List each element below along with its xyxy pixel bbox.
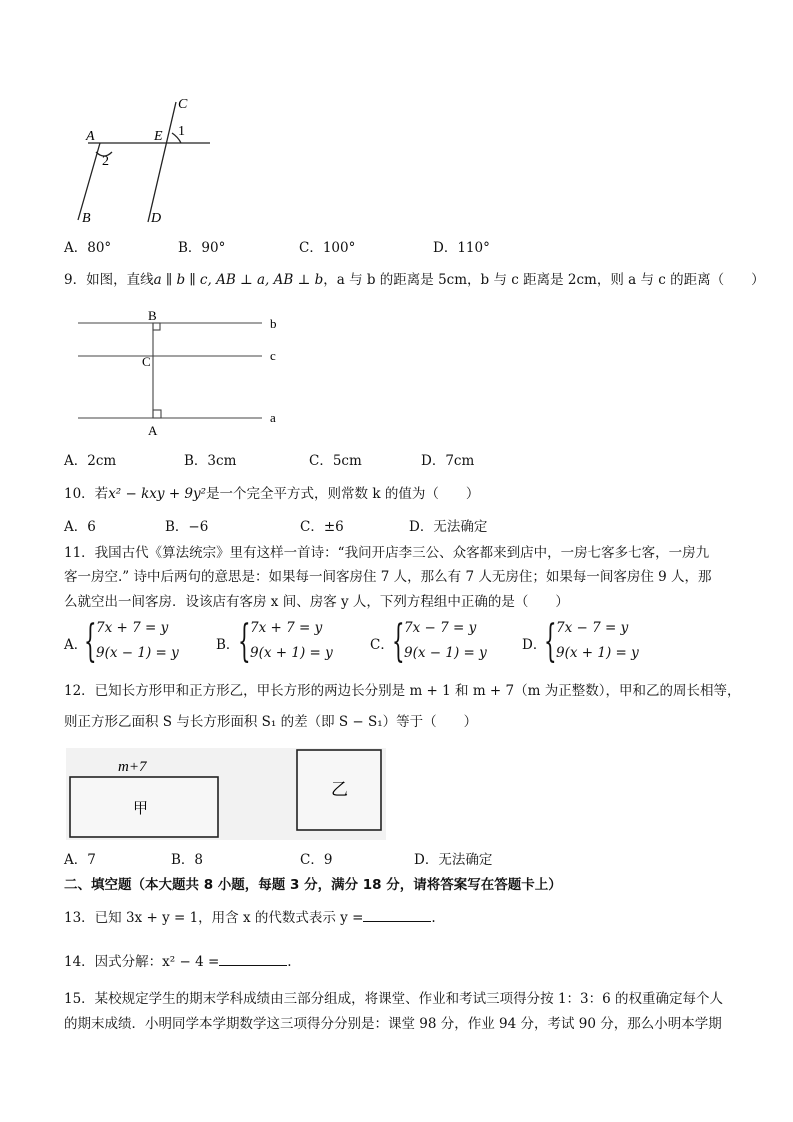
q9-label-b-line: b xyxy=(270,316,277,331)
q10-stem-prefix: 10．若 xyxy=(64,486,109,502)
q12-option-c: C．9 xyxy=(300,852,333,868)
q11-eq2: 9(x − 1) = y xyxy=(96,645,179,661)
q11-eq2: 9(x + 1) = y xyxy=(250,645,333,661)
q13-end: . xyxy=(431,910,436,926)
q11-eq2: 9(x − 1) = y xyxy=(404,645,487,661)
q9-stem-math: a ∥ b ∥ c, AB ⊥ a, AB ⊥ b xyxy=(153,272,324,288)
q9-label-b-point: B xyxy=(148,308,157,323)
q8-option-a: A．80° xyxy=(64,240,112,256)
q11-option-label: B． xyxy=(216,637,240,653)
q10-option-d: D．无法确定 xyxy=(409,519,488,535)
brace-icon: { xyxy=(84,616,97,667)
q11-line-2: 客一房空.” 诗中后两句的意思是：如果每一间客房住 7 人，那么有 7 人无房住；如果每一间客房住 9 人，那 xyxy=(64,569,712,585)
q11-eq1: 7x − 7 = y xyxy=(404,620,477,636)
q14-answer-blank[interactable] xyxy=(219,951,287,966)
q13-text: 13．已知 3x + y = 1，用含 x 的代数式表示 y = xyxy=(64,910,364,926)
q11-option-label: A． xyxy=(64,637,88,653)
q9-option-c: C．5cm xyxy=(309,453,362,469)
q9-label-c-point: C xyxy=(142,354,151,369)
q14 xyxy=(64,950,292,970)
q14-end: . xyxy=(287,954,292,970)
q11-eq1: 7x + 7 = y xyxy=(250,620,323,636)
q12-label-jia: 甲 xyxy=(133,801,149,817)
q9-option-b: B．3cm xyxy=(184,453,237,469)
q8-option-c: C．100° xyxy=(299,240,356,256)
q11-option-label: D． xyxy=(522,637,547,653)
q9-option-d: D．7cm xyxy=(421,453,475,469)
q8-label-a: A xyxy=(86,129,95,144)
q11-line-3: 么就空出一间客房．设该店有客房 x 间、房客 y 人，下列方程组中正确的是（ ） xyxy=(64,594,569,610)
brace-icon: { xyxy=(238,616,251,667)
q12-label-m7: m+7 xyxy=(118,759,147,775)
q9-label-a-line: a xyxy=(270,410,276,425)
q11-eq1: 7x + 7 = y xyxy=(96,620,169,636)
q13-answer-blank[interactable] xyxy=(363,907,431,922)
q11-eq1: 7x − 7 = y xyxy=(556,620,629,636)
q9-label-c-line: c xyxy=(270,348,276,363)
q10-stem-math: x² − kxy + 9y² xyxy=(108,486,207,502)
q8-label-b: B xyxy=(82,211,91,226)
q10-option-b: B．−6 xyxy=(165,519,209,535)
q12-label-yi: 乙 xyxy=(331,780,348,799)
q12-line-2: 则正方形乙面积 S 与长方形面积 S₁ 的差（即 S − S₁）等于（ ） xyxy=(64,714,478,730)
q8-option-b: B．90° xyxy=(178,240,226,256)
q8-label-d: D xyxy=(151,211,162,226)
section-2-heading: 二、填空题（本大题共 8 小题，每题 3 分，满分 18 分，请将答案写在答题卡上） xyxy=(64,877,562,893)
q15-line-2: 的期末成绩．小明同学本学期数学这三项得分分别是：课堂 98 分，作业 94 分，考试 90 分，那么小明本学期 xyxy=(64,1016,722,1032)
q8-label-1: 1 xyxy=(178,124,185,139)
q11-option-label: C． xyxy=(370,637,394,653)
q13 xyxy=(64,906,436,926)
q14-text: 14．因式分解：x² − 4 = xyxy=(64,954,220,970)
q9-option-a: A．2cm xyxy=(64,453,117,469)
q10-option-c: C．±6 xyxy=(300,519,344,535)
q9-stem-prefix: 9．如图，直线 xyxy=(64,272,154,288)
q10-option-a: A．6 xyxy=(64,519,96,535)
q12-option-b: B．8 xyxy=(171,852,204,868)
brace-icon: { xyxy=(392,616,405,667)
q8-label-e: E xyxy=(154,129,163,144)
q9-label-a-point: A xyxy=(148,423,158,438)
q8-label-2: 2 xyxy=(102,154,109,169)
q12-option-a: A．7 xyxy=(64,852,96,868)
q9-stem-rest: ，a 与 b 的距离是 5cm，b 与 c 距离是 2cm，则 a 与 c 的距离（ ） xyxy=(323,272,765,288)
q10-stem-rest: 是一个完全平方式，则常数 k 的值为（ ） xyxy=(206,486,480,502)
q12-line-1: 12．已知长方形甲和正方形乙，甲长方形的两边长分别是 m + 1 和 m + 7（m 为正整数），甲和乙的周长相等， xyxy=(64,683,741,699)
q15-line-1: 15．某校规定学生的期末学科成绩由三部分组成，将课堂、作业和考试三项得分按 1：3：6 的权重确定每个人 xyxy=(64,991,724,1007)
q11-line-1: 11．我国古代《算法统宗》里有这样一首诗：“我问开店李三公、众客都来到店中，一房七客多七客，一房九 xyxy=(64,545,710,561)
q11-eq2: 9(x + 1) = y xyxy=(556,645,639,661)
q8-label-c: C xyxy=(178,97,188,112)
brace-icon: { xyxy=(544,616,557,667)
q12-option-d: D．无法确定 xyxy=(414,852,493,868)
q8-option-d: D．110° xyxy=(433,240,490,256)
